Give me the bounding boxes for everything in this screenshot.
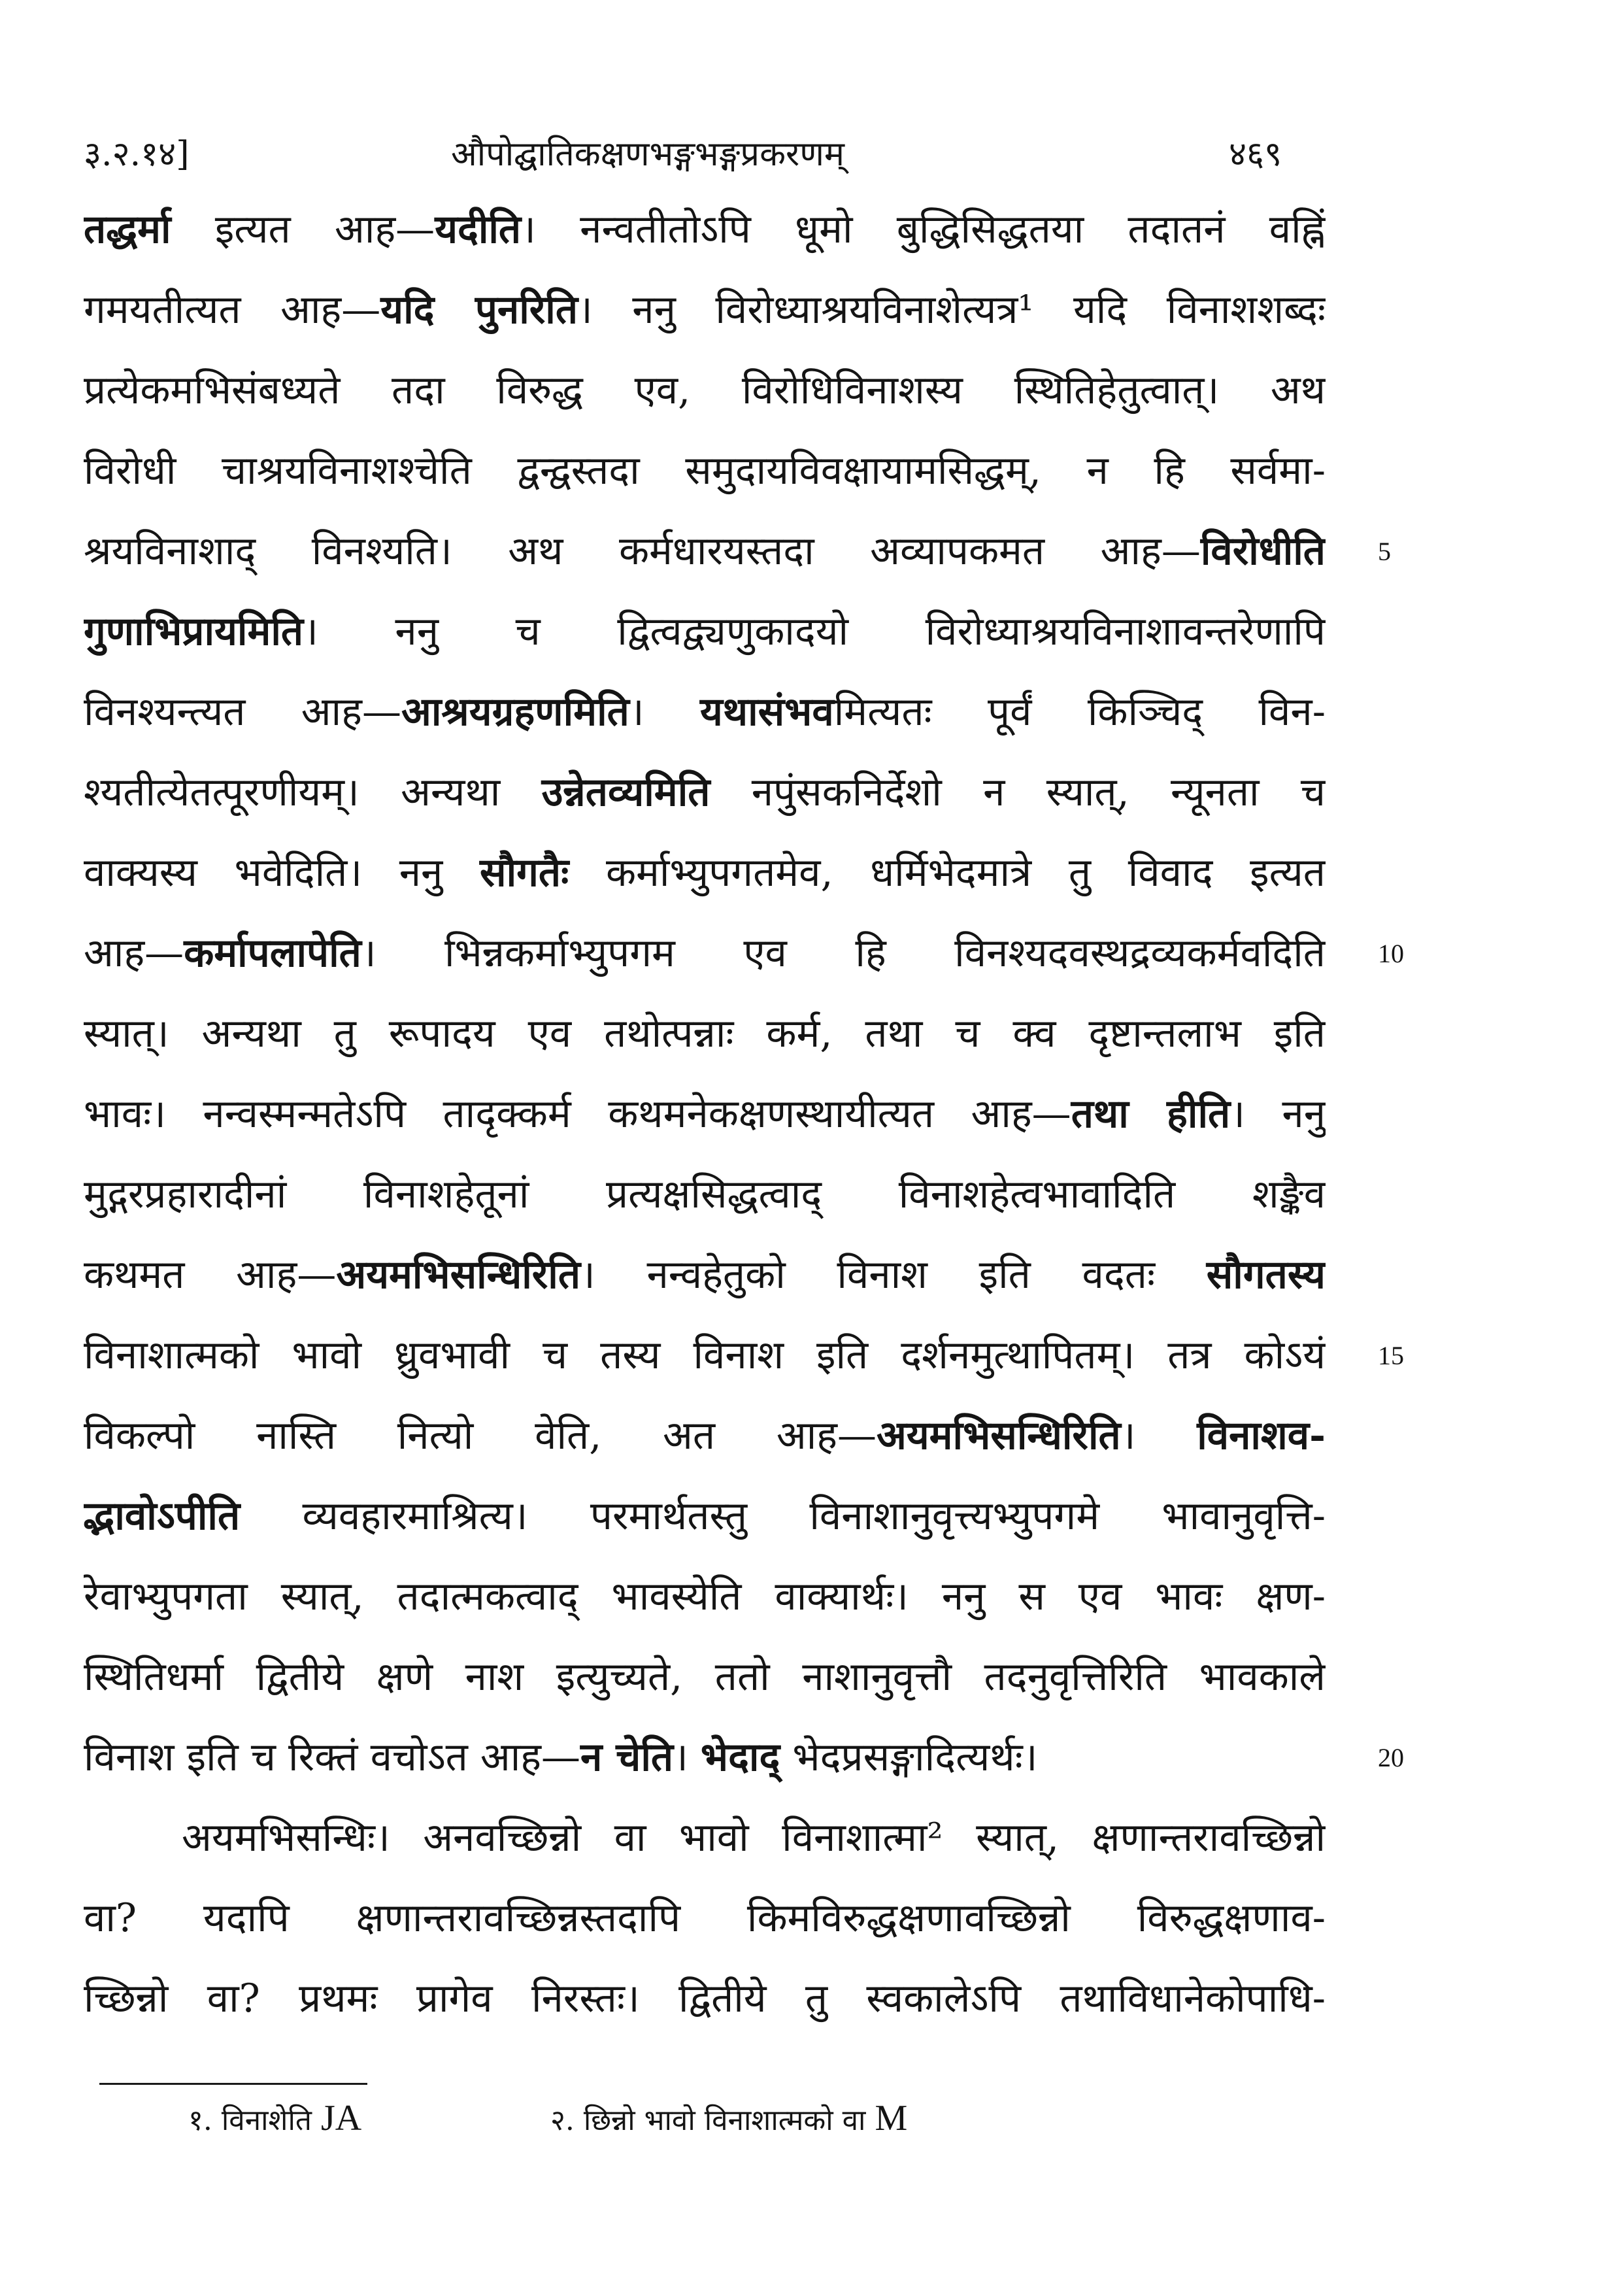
bold-term: यथासंभव <box>699 689 834 735</box>
text-line <box>84 270 1326 350</box>
bold-term: अयमभिसन्धिरिति <box>877 1413 1121 1459</box>
bold-term: आश्रयग्रहणमिति <box>401 689 629 735</box>
text-line <box>84 1315 1326 1396</box>
footnote-marker: १. <box>188 2104 212 2137</box>
text-segment: नपुंसकनिर्देशो न स्यात्, न्यूनता च <box>710 769 1326 815</box>
text-segment: व्यवहारमाश्रित्य। परमार्थतस्तु विनाशानुवृत्त्यभ्युपगमे भावानुवृत्ति- <box>240 1493 1326 1539</box>
text-line <box>84 833 1326 913</box>
section-reference: ३.२.१४] <box>84 135 190 174</box>
bold-term: अयमभिसन्धिरिति <box>336 1252 581 1298</box>
text-line <box>84 1959 1326 2039</box>
bold-term: विरोधीति <box>1200 528 1326 574</box>
text-segment: कर्माभ्युपगतमेव, धर्मिभेदमात्रे तु विवाद इत्यत <box>569 850 1326 896</box>
footnote-siglum: JA <box>320 2098 362 2138</box>
bold-term: उन्नेतव्यमिति <box>541 769 710 815</box>
line-number: 10 <box>1378 939 1404 968</box>
bold-term: न चेति <box>580 1734 674 1780</box>
text-segment: कथमत आह— <box>84 1252 337 1298</box>
text-segment: । <box>1120 1413 1197 1459</box>
text-line <box>84 1476 1326 1557</box>
line-number: 5 <box>1378 537 1391 566</box>
text-segment: च्छिन्नो वा? प्रथमः प्रागेव निरस्तः। द्वितीये तु स्वकालेऽपि तथाविधानेकोपाधि- <box>84 1976 1326 2021</box>
text-segment: मित्यतः पूर्वं किञ्चिद् विन- <box>833 689 1326 735</box>
bold-term: विनाशव- <box>1197 1413 1326 1459</box>
text-segment: इत्यत आह— <box>171 207 435 252</box>
text-segment: । ननु <box>1230 1091 1326 1137</box>
line-number: 15 <box>1378 1341 1404 1370</box>
text-segment: श्यतीत्येतत्पूरणीयम्। अन्यथा <box>84 769 542 815</box>
footnote-2 <box>550 2095 907 2142</box>
bold-term: कर्मापलापेति <box>184 930 361 976</box>
body-text <box>84 190 1326 2039</box>
running-title: औपोद्घातिकक्षणभङ्गभङ्गप्रकरणम् <box>451 135 845 174</box>
text-segment: विरोधी चाश्रयविनाशश्चेति द्वन्द्वस्तदा समुदायविवक्षायामसिद्धम्, न हि सर्वमा- <box>84 448 1326 494</box>
text-segment: विनश्यन्त्यत आह— <box>84 689 401 735</box>
text-line <box>84 1717 1326 1798</box>
text-segment: । नन्वहेतुको विनाश इति वदतः <box>580 1252 1207 1298</box>
text-segment: रेवाभ्युपगता स्यात्, तदात्मकत्वाद् भावस्येति वाक्यार्थः। ननु स एव भावः क्षण- <box>84 1574 1326 1619</box>
bold-term: गुणाभिप्रायमिति <box>84 609 304 654</box>
bold-term: सौगतैः <box>480 850 569 896</box>
text-segment: स्यात्। अन्यथा तु रूपादय एव तथोत्पन्नाः कर्म, तथा च क्व दृष्टान्तलाभ इति <box>84 1011 1326 1056</box>
text-segment: । <box>629 689 700 735</box>
bold-term: सौगतस्य <box>1206 1252 1326 1298</box>
bold-term: यदि पुनरिति <box>380 287 578 333</box>
footnote-1 <box>188 2095 361 2142</box>
text-line <box>84 1798 1326 1878</box>
text-line <box>84 672 1326 752</box>
text-line <box>84 1878 1326 1959</box>
footnote-siglum: M <box>875 2098 908 2138</box>
text-segment: विकल्पो नास्ति नित्यो वेति, अत आह— <box>84 1413 877 1459</box>
footnote-rule <box>99 2083 367 2085</box>
text-line <box>84 1557 1326 1637</box>
text-segment: विनाशात्मको भावो ध्रुवभावी च तस्य विनाश इति दर्शनमुत्थापितम्। तत्र कोऽयं <box>84 1332 1326 1378</box>
text-segment: आह— <box>84 930 184 976</box>
line-number: 20 <box>1378 1743 1404 1772</box>
text-line <box>84 190 1326 270</box>
text-segment: । ननु विरोध्याश्रयविनाशेत्यत्र¹ यदि विनाशशब्दः <box>578 287 1326 333</box>
text-line <box>84 1235 1326 1315</box>
footnote-marker: २. <box>550 2104 575 2137</box>
footnote-text: छिन्नो भावो विनाशात्मको वा <box>583 2104 866 2137</box>
bold-term: द्भावोऽपीति <box>84 1493 241 1539</box>
text-line <box>84 431 1326 511</box>
text-segment: स्थितिधर्मा द्वितीये क्षणे नाश इत्युच्यते, ततो नाशानुवृत्तौ तदनुवृत्तिरिति भावकाले <box>84 1654 1326 1700</box>
text-segment: मुद्गरप्रहारादीनां विनाशहेतूनां प्रत्यक्षसिद्धत्वाद् विनाशहेत्वभावादिति शङ्कैव <box>84 1172 1326 1217</box>
text-segment: । नन्वतीतोऽपि धूमो बुद्धिसिद्धतया तदातनं वह्निं <box>521 207 1326 252</box>
text-segment: अयमभिसन्धिः। अनवच्छिन्नो वा भावो विनाशात्मा² स्यात्, क्षणान्तरावच्छिन्नो <box>182 1815 1326 1861</box>
text-segment: वाक्यस्य भवेदिति। ननु <box>84 850 480 896</box>
text-line <box>84 752 1326 833</box>
text-segment: भेदप्रसङ्गादित्यर्थः। <box>780 1734 1038 1780</box>
text-segment: वा? यदापि क्षणान्तरावच्छिन्नस्तदापि किमविरुद्धक्षणावच्छिन्नो विरुद्धक्षणाव- <box>84 1895 1326 1941</box>
text-segment: श्रयविनाशाद् विनश्यति। अथ कर्मधारयस्तदा अव्यापकमत आह— <box>84 528 1201 574</box>
text-line <box>84 511 1326 592</box>
text-segment: भावः। नन्वस्मन्मतेऽपि तादृक्कर्म कथमनेकक्षणस्थायीत्यत आह— <box>84 1091 1071 1137</box>
bold-term: यदीति <box>435 207 522 252</box>
bold-term: तथा हीति <box>1071 1091 1231 1137</box>
text-line <box>84 913 1326 994</box>
text-segment: विनाश इति च रिक्तं वचोऽत आह— <box>84 1734 581 1780</box>
text-line <box>84 994 1326 1074</box>
text-segment: । ननु च द्वित्वद्व्यणुकादयो विरोध्याश्रयविनाशावन्तरेणापि <box>303 609 1326 654</box>
text-segment: प्रत्येकमभिसंबध्यते तदा विरुद्ध एव, विरोधिविनाशस्य स्थितिहेतुत्वात्। अथ <box>84 367 1326 413</box>
text-line <box>84 1637 1326 1717</box>
text-segment: गमयतीत्यत आह— <box>84 287 381 333</box>
bold-term: भेदाद् <box>700 1734 780 1780</box>
text-line <box>84 592 1326 672</box>
footnote-text: विनाशेति <box>221 2104 312 2137</box>
text-line <box>84 1074 1326 1155</box>
text-line <box>84 350 1326 431</box>
page-number: ४६९ <box>1229 135 1282 174</box>
text-line <box>84 1396 1326 1476</box>
text-segment: । भिन्नकर्माभ्युपगम एव हि विनश्यदवस्थद्रव्यकर्मवदिति <box>361 930 1326 976</box>
text-segment: । <box>673 1734 701 1780</box>
text-line <box>84 1155 1326 1235</box>
bold-term: तद्धर्मा <box>84 207 171 252</box>
